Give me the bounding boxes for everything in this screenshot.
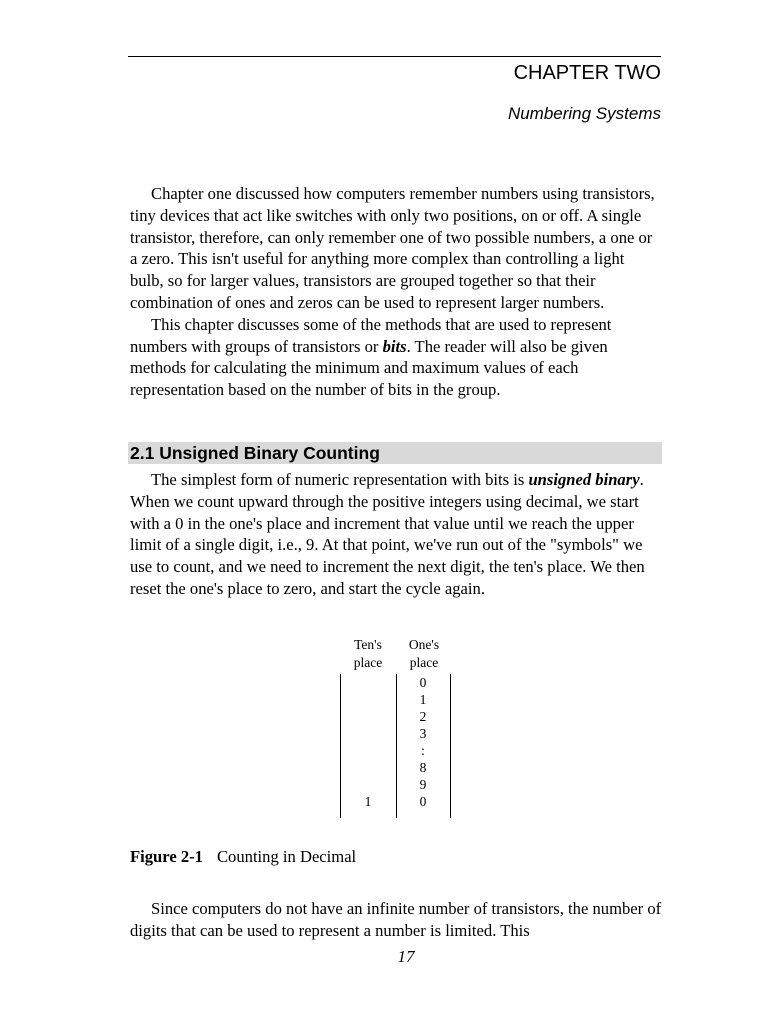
section-text — [130, 469, 662, 600]
tens-header-line2: place — [353, 655, 383, 670]
section-paragraph-1 — [130, 469, 662, 600]
figure-caption-text: Counting in Decimal — [216, 847, 357, 866]
tens-cell — [340, 776, 396, 793]
tens-column — [340, 674, 396, 810]
ones-cell: 1 — [419, 692, 427, 707]
chapter-title: CHAPTER TWO — [513, 62, 661, 84]
ones-cell: : — [421, 743, 425, 758]
tens-header-line1: Ten's — [354, 637, 382, 652]
figure-headers — [340, 636, 452, 672]
section-p1-text-end: . When we count upward through the positive integers using decimal, we start with a 0 in the one's place and increment that value until we reach the upper limit of a single digit, i.e., 9. At that point, we've run out of the "symbols" we use to count, and we need to increment the next digit, the ten's place. We then reset the one's place to zero, and start the cycle again. — [130, 470, 645, 598]
figure-caption — [130, 846, 356, 868]
page-number: 17 — [397, 947, 415, 966]
chapter-subtitle: Numbering Systems — [507, 104, 661, 123]
intro-paragraph-1: Chapter one discussed how computers remember numbers using transistors, tiny devices that act like switches with only two positions, on or off. A single transistor, therefore, can only remember one of two possible numbers, a one or a zero. This isn't useful for anything more complex than controlling a light bulb, so for larger values, transistors are grouped together so that their combination of ones and zeros can be used to represent larger numbers. — [130, 184, 655, 312]
section-p1-text: The simplest form of numeric representation with bits is — [151, 470, 529, 489]
ones-cell: 0 — [419, 675, 427, 690]
ones-cell: 9 — [419, 777, 427, 792]
tens-cell — [340, 674, 396, 691]
ones-cell: 8 — [419, 760, 427, 775]
tens-cell — [340, 691, 396, 708]
ones-cell: 2 — [419, 709, 427, 724]
tens-column-header — [340, 636, 396, 672]
tens-cell — [340, 708, 396, 725]
term-bits: bits — [382, 336, 407, 356]
tens-cell — [340, 725, 396, 742]
ones-column-header — [396, 636, 452, 672]
intro-text — [130, 183, 662, 401]
decimal-counting-figure — [340, 636, 452, 809]
ones-column — [396, 674, 450, 810]
ones-header-line2: place — [409, 655, 439, 670]
closing-text — [130, 898, 662, 942]
tens-cell — [340, 742, 396, 759]
tens-cell — [340, 759, 396, 776]
closing-paragraph: Since computers do not have an infinite number of transistors, the number of digits that can be used to represent a number is limited. This — [130, 899, 662, 940]
intro-paragraph-2 — [130, 314, 662, 401]
section-heading: 2.1 Unsigned Binary Counting — [128, 442, 662, 464]
ones-cell: 0 — [419, 794, 427, 809]
right-divider — [450, 674, 451, 818]
header-rule — [128, 56, 661, 57]
figure-columns — [340, 674, 452, 818]
ones-header-line1: One's — [408, 637, 440, 652]
figure-label: Figure 2-1 — [130, 847, 203, 866]
ones-cell: 3 — [419, 726, 427, 741]
intro-p2-text-end: . The reader will also be given methods for calculating the minimum and maximum values of each representation based on the number of bits in the group. — [130, 336, 608, 400]
term-unsigned-binary: unsigned binary — [528, 470, 640, 489]
intro-p2-text: This chapter discusses some of the methods that are used to represent numbers with groups of transistors or — [130, 314, 612, 356]
tens-cell: 1 — [364, 794, 372, 809]
